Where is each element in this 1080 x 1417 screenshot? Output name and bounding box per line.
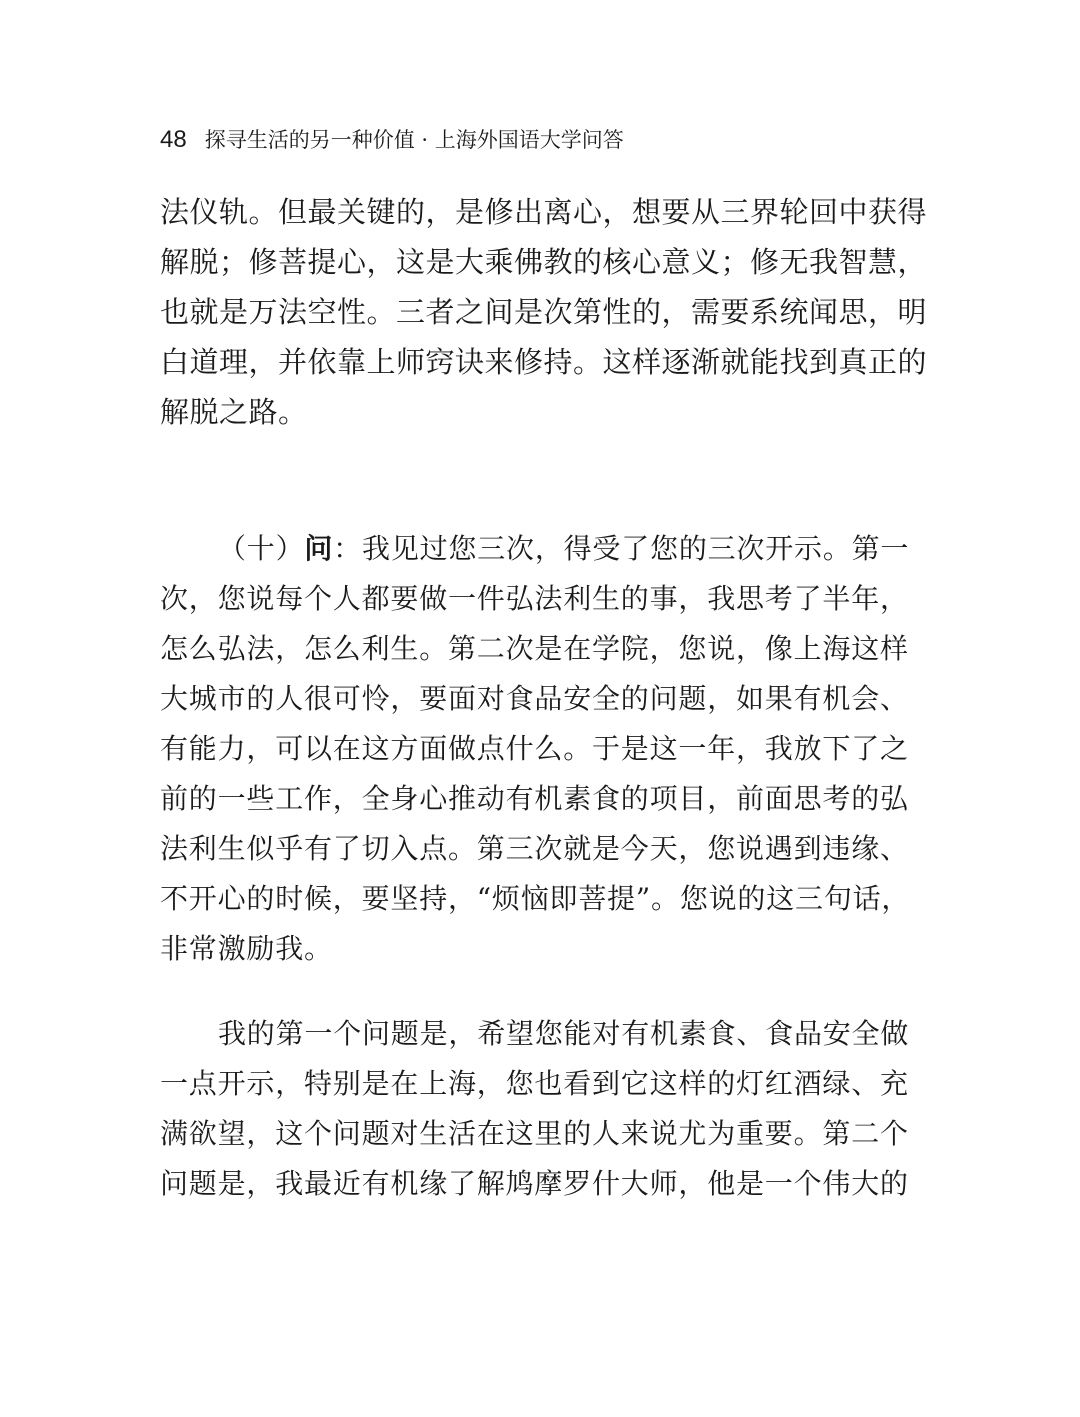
text-line: 解脱；修菩提心，这是大乘佛教的核心意义；修无我智慧， [160,245,928,279]
paragraph-question-continued [160,1009,910,1209]
text-line: 也就是万法空性。三者之间是次第性的，需要系统闻思，明 [160,295,928,329]
page-number: 48 [160,126,187,153]
text-line: 前的一些工作，全身心推动有机素食的项目，前面思考的弘 [160,782,909,815]
text-line: 白道理，并依靠上师窍诀来修持。这样逐渐就能找到真正的 [160,345,928,379]
text-line: 有能力，可以在这方面做点什么。于是这一年，我放下了之 [160,732,909,765]
paragraph-question-ten [160,524,911,974]
running-title: 探寻生活的另一种价值 · 上海外国语大学问答 [204,128,624,152]
text-line: 非常激励我。 [160,932,333,965]
text-line: 满欲望，这个问题对生活在这里的人来说尤为重要。第二个 [160,1117,909,1150]
text-line: 解脱之路。 [160,395,308,429]
text-line: 次，您说每个人都要做一件弘法利生的事，我思考了半年， [160,582,909,615]
question-number: （十） [218,532,305,565]
text-line: 问题是，我最近有机缘了解鸠摩罗什大师，他是一个伟大的 [160,1167,909,1200]
text-line: 法仪轨。但最关键的，是修出离心，想要从三界轮回中获得 [160,195,928,229]
text-line: 大城市的人很可怜，要面对食品安全的问题，如果有机会、 [160,682,909,715]
text-line: 一点开示，特别是在上海，您也看到它这样的灯红酒绿、充 [160,1067,909,1100]
question-text: ：我见过您三次，得受了您的三次开示。第一 [333,532,910,565]
question-first-line [160,524,910,574]
running-header [160,126,624,154]
text-line: 法利生似乎有了切入点。第三次就是今天，您说遇到违缘、 [160,832,909,865]
text-line: 怎么弘法，怎么利生。第二次是在学院，您说，像上海这样 [160,632,909,665]
paragraph-answer-continued [160,187,928,437]
text-line: 不开心的时候，要坚持，“烦恼即菩提”。您说的这三句话， [160,882,911,915]
question-label: 问 [304,532,334,565]
text-line: 我的第一个问题是，希望您能对有机素食、食品安全做 [218,1017,910,1050]
